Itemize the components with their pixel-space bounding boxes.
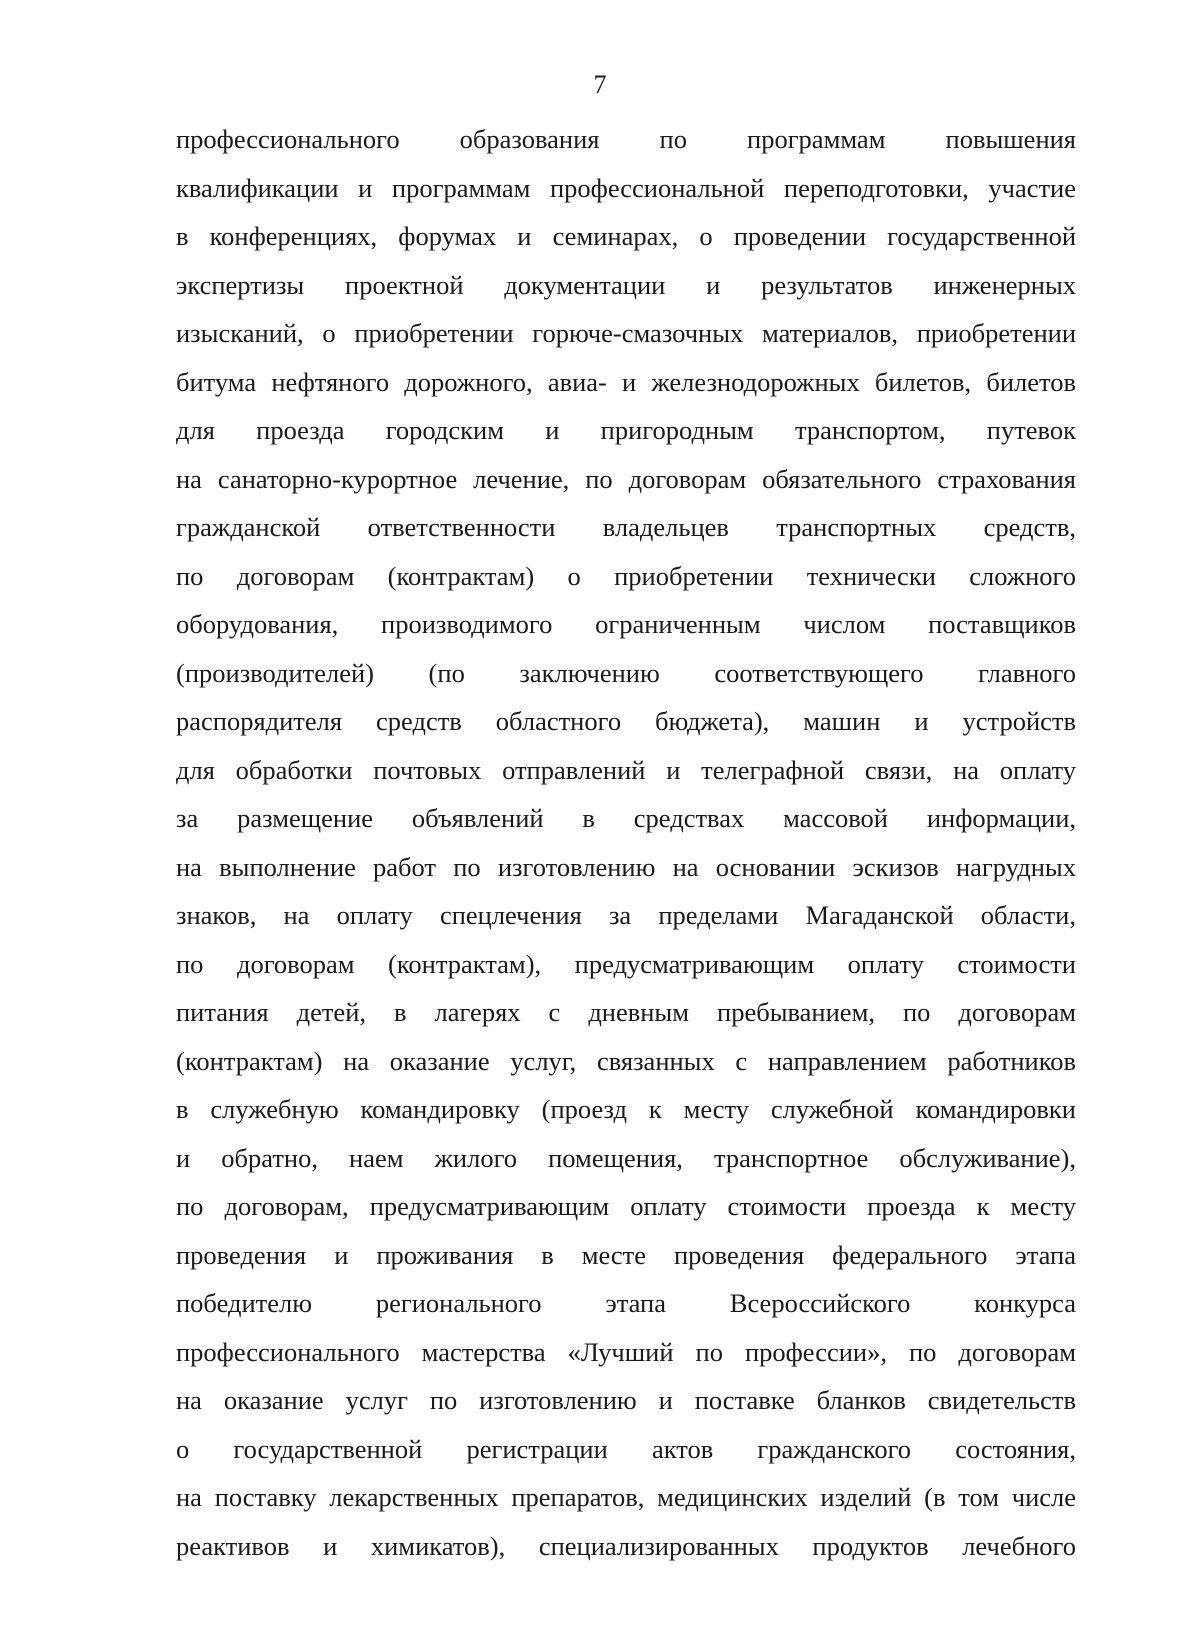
text-line: знаков, на оплату спецлечения за пределами Магаданской области, — [176, 900, 1076, 930]
text-line: в конференциях, форумах и семинарах, о проведении государственной — [176, 221, 1076, 251]
text-line: по договорам, предусматривающим оплату стоимости проезда к месту — [176, 1191, 1076, 1221]
text-line: квалификации и программам профессиональной переподготовки, участие — [176, 172, 1076, 203]
text-line: профессионального мастерства «Лучший по профессии», по договорам — [176, 1336, 1076, 1367]
text-line: и обратно, наем жилого помещения, транспортное обслуживание), — [176, 1142, 1076, 1173]
body-text — [176, 124, 1076, 1579]
text-line: (контрактам) на оказание услуг, связанных с направлением работников — [176, 1045, 1076, 1076]
text-line: оборудования, производимого ограниченным числом поставщиков — [176, 609, 1076, 639]
text-line: за размещение объявлений в средствах массовой информации, — [176, 803, 1076, 833]
text-line: (производителей) (по заключению соответствующего главного — [176, 657, 1076, 688]
text-line: питания детей, в лагерях с дневным пребыванием, по договорам — [176, 997, 1076, 1027]
text-line: распорядителя средств областного бюджета), машин и устройств — [176, 706, 1076, 736]
text-line: в служебную командировку (проезд к месту служебной командировки — [176, 1094, 1076, 1124]
text-line: гражданской ответственности владельцев транспортных средств, — [176, 512, 1076, 542]
text-line: проведения и проживания в месте проведения федерального этапа — [176, 1239, 1076, 1270]
text-line: о государственной регистрации актов гражданского состояния, — [176, 1433, 1076, 1464]
text-line: для обработки почтовых отправлений и телеграфной связи, на оплату — [176, 754, 1076, 785]
text-line: для проезда городским и пригородным транспортом, путевок — [176, 415, 1076, 445]
text-line: изысканий, о приобретении горюче-смазочных материалов, приобретении — [176, 318, 1076, 348]
text-line: по договорам (контрактам) о приобретении технически сложного — [176, 560, 1076, 591]
text-line: на санаторно-курортное лечение, по договорам обязательного страхования — [176, 463, 1076, 494]
page-number: 7 — [593, 70, 607, 99]
text-line: по договорам (контрактам), предусматривающим оплату стоимости — [176, 948, 1076, 979]
text-line: битума нефтяного дорожного, авиа- и железнодорожных билетов, билетов — [176, 366, 1076, 397]
text-line: реактивов и химикатов), специализированных продуктов лечебного — [176, 1530, 1076, 1561]
text-line: экспертизы проектной документации и результатов инженерных — [176, 269, 1076, 300]
text-line: на выполнение работ по изготовлению на основании эскизов нагрудных — [176, 851, 1076, 882]
text-line: на поставку лекарственных препаратов, медицинских изделий (в том числе — [176, 1482, 1076, 1512]
text-line: на оказание услуг по изготовлению и поставке бланков свидетельств — [176, 1385, 1076, 1415]
text-line: победителю регионального этапа Всероссийского конкурса — [176, 1288, 1076, 1318]
text-line: профессионального образования по программам повышения — [176, 124, 1076, 154]
